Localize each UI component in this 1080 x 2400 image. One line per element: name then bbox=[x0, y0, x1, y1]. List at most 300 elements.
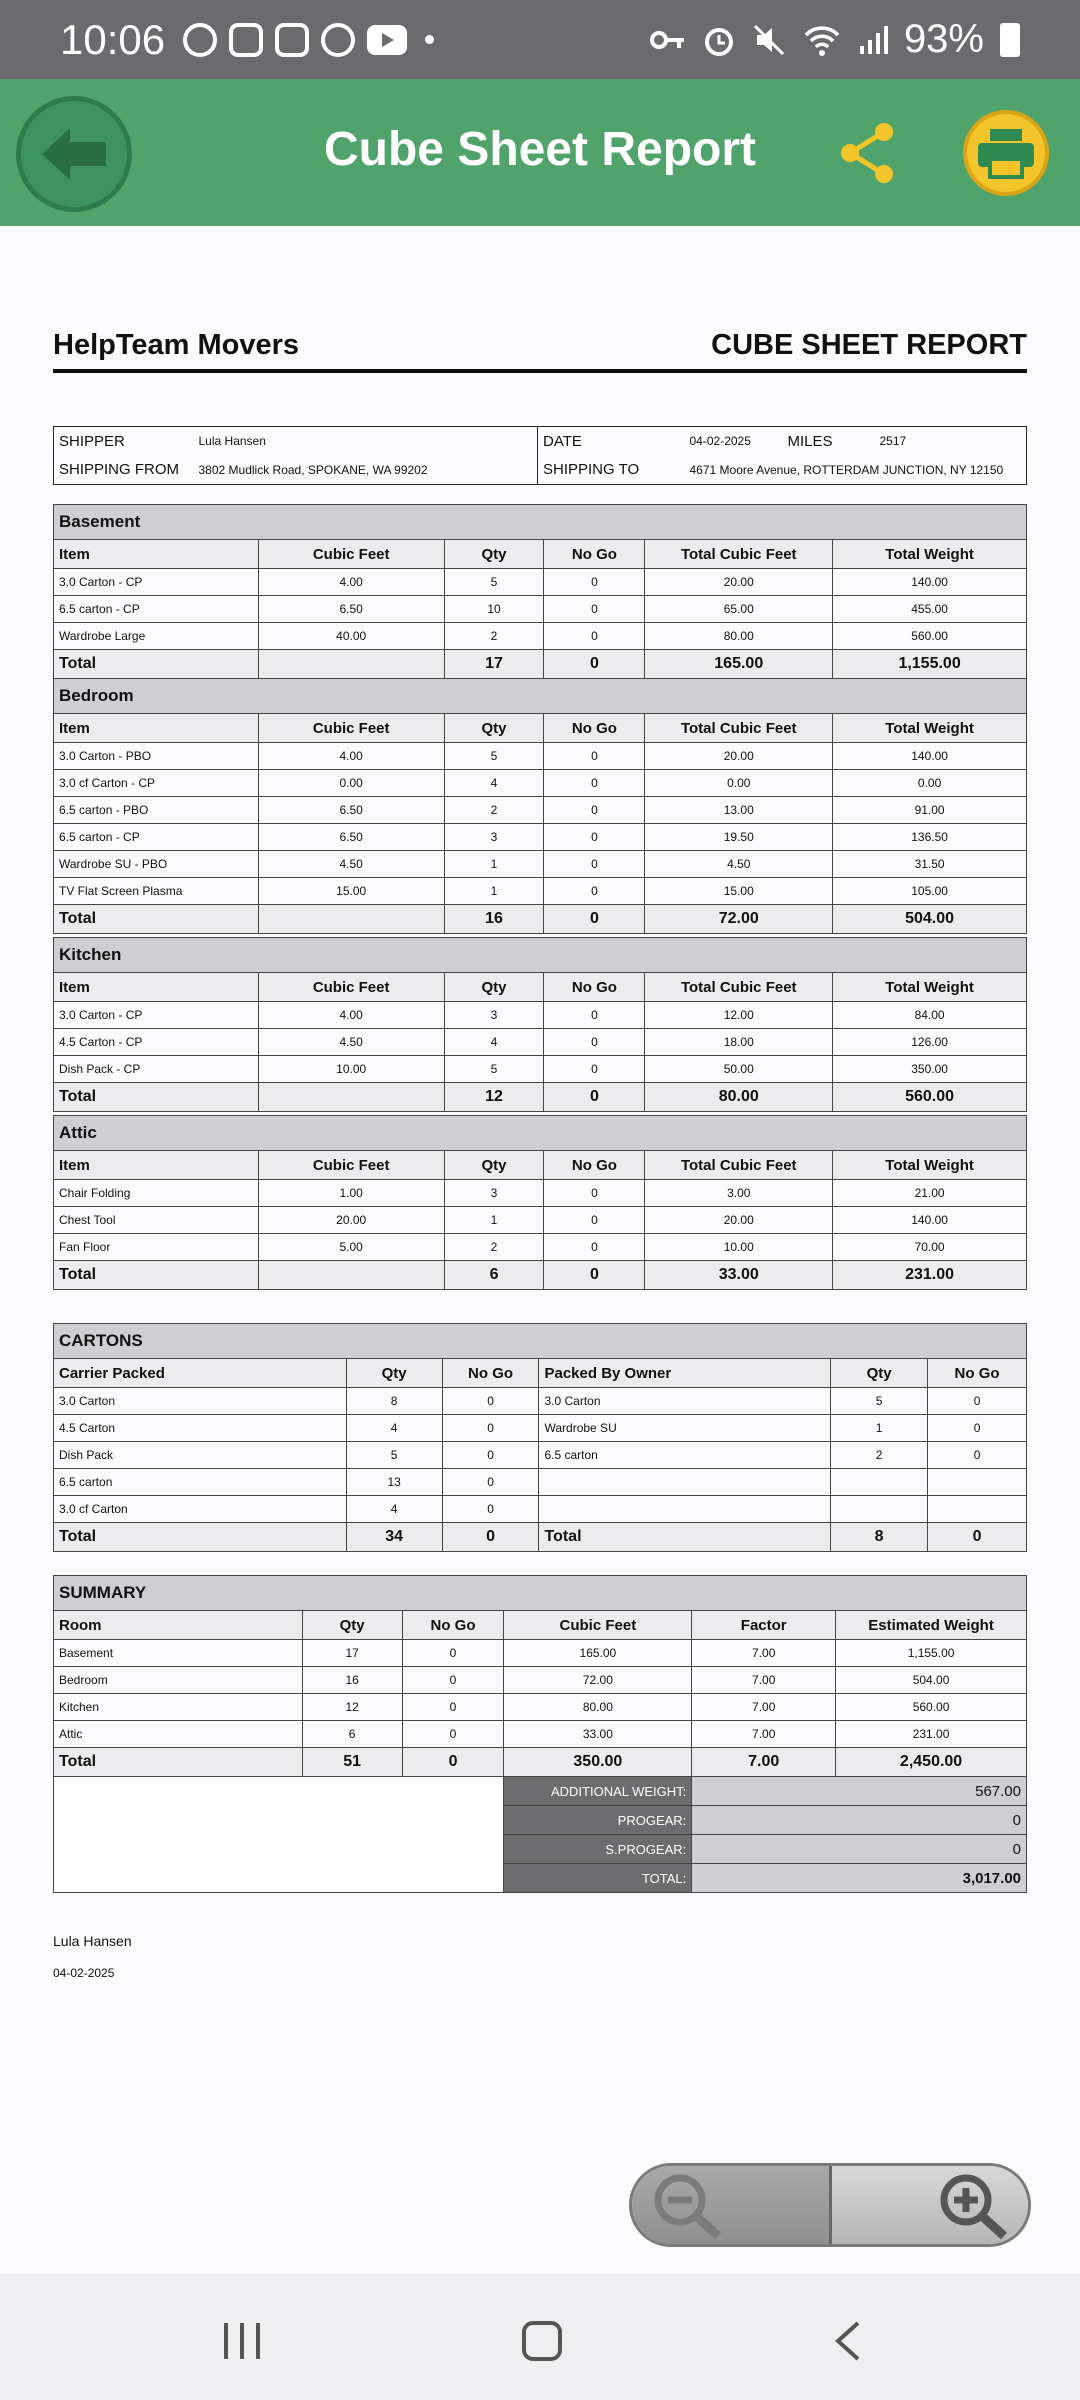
column-header: No Go bbox=[402, 1611, 504, 1640]
total-cell: 16 bbox=[444, 905, 544, 934]
total-cell: 0 bbox=[402, 1748, 504, 1777]
total-cell: 2,450.00 bbox=[836, 1748, 1027, 1777]
column-header: Item bbox=[54, 714, 259, 743]
column-header: Estimated Weight bbox=[836, 1611, 1027, 1640]
zoom-out-icon bbox=[650, 2170, 724, 2240]
table-cell bbox=[831, 1469, 928, 1496]
column-header: Qty bbox=[444, 714, 544, 743]
table-cell: 21.00 bbox=[833, 1180, 1027, 1207]
table-cell: 0.00 bbox=[833, 770, 1027, 797]
total-row bbox=[54, 905, 1027, 934]
extra-value: 0 bbox=[692, 1806, 1027, 1835]
shipping-to-value: 4671 Moore Avenue, ROTTERDAM JUNCTION, NY 12150 bbox=[689, 462, 1004, 477]
status-bar bbox=[0, 0, 1080, 79]
table-cell: 1 bbox=[444, 851, 544, 878]
room-title: Kitchen bbox=[54, 938, 1027, 973]
table-cell: 6.5 carton bbox=[539, 1442, 831, 1469]
table-cell: 4.5 Carton bbox=[54, 1415, 347, 1442]
table-cell: 10 bbox=[444, 596, 544, 623]
total-row bbox=[54, 1261, 1027, 1290]
total-cell: 560.00 bbox=[833, 1083, 1027, 1112]
page-title: Cube Sheet Report bbox=[323, 123, 757, 176]
table-cell: Kitchen bbox=[54, 1694, 303, 1721]
table-cell: 165.00 bbox=[504, 1640, 692, 1667]
table-cell: 3.0 Carton - CP bbox=[54, 1002, 259, 1029]
table-cell: 6.50 bbox=[258, 797, 444, 824]
table-cell bbox=[539, 1469, 831, 1496]
table-cell: 3.0 cf Carton bbox=[54, 1496, 347, 1523]
column-header: Qty bbox=[831, 1359, 928, 1388]
table-cell: Wardrobe SU - PBO bbox=[54, 851, 259, 878]
table-row bbox=[54, 878, 1027, 905]
column-header-row bbox=[54, 1359, 1027, 1388]
room-title: Attic bbox=[54, 1116, 1027, 1151]
table-cell: TV Flat Screen Plasma bbox=[54, 878, 259, 905]
table-cell: 1 bbox=[831, 1415, 928, 1442]
table-cell: 7.00 bbox=[692, 1640, 836, 1667]
column-header: Qty bbox=[444, 973, 544, 1002]
pinterest-icon bbox=[321, 23, 355, 57]
table-cell: 4 bbox=[444, 770, 544, 797]
table-cell: 1.00 bbox=[258, 1180, 444, 1207]
company-name: HelpTeam Movers bbox=[53, 329, 300, 361]
table-cell: 0 bbox=[442, 1469, 539, 1496]
table-cell: Wardrobe SU bbox=[539, 1415, 831, 1442]
table-cell: 3.0 Carton - CP bbox=[54, 569, 259, 596]
total-cell: 51 bbox=[302, 1748, 402, 1777]
total-cell: 72.00 bbox=[645, 905, 833, 934]
total-cell: 6 bbox=[444, 1261, 544, 1290]
table-cell: 5 bbox=[444, 569, 544, 596]
cartons-table bbox=[53, 1323, 1027, 1552]
table-cell: 6.5 carton - CP bbox=[54, 596, 259, 623]
room-table-attic bbox=[53, 1115, 1027, 1290]
signature-date: 04-02-2025 bbox=[53, 1966, 115, 1980]
shipping-from-value: 3802 Mudlick Road, SPOKANE, WA 99202 bbox=[198, 462, 428, 477]
table-cell: 80.00 bbox=[504, 1694, 692, 1721]
table-cell: 0 bbox=[442, 1496, 539, 1523]
table-cell: 0 bbox=[928, 1388, 1027, 1415]
total-cell: Total bbox=[54, 1748, 303, 1777]
total-row bbox=[54, 1083, 1027, 1112]
total-label: Total bbox=[54, 1261, 259, 1290]
table-cell: Chair Folding bbox=[54, 1180, 259, 1207]
room-title-row bbox=[54, 938, 1027, 973]
table-cell: Basement bbox=[54, 1640, 303, 1667]
total-cell: 0 bbox=[442, 1523, 539, 1552]
printer-icon bbox=[976, 127, 1036, 179]
table-cell: 0 bbox=[544, 1207, 645, 1234]
summary-extra-row bbox=[54, 1777, 1027, 1806]
table-cell: 2 bbox=[444, 1234, 544, 1261]
table-cell: 136.50 bbox=[833, 824, 1027, 851]
total-label: Total bbox=[54, 1083, 259, 1112]
shipping-from-label: SHIPPING FROM bbox=[59, 461, 180, 479]
table-cell: 18.00 bbox=[645, 1029, 833, 1056]
table-cell: 0 bbox=[928, 1442, 1027, 1469]
table-cell: 40.00 bbox=[258, 623, 444, 650]
column-header: Cubic Feet bbox=[258, 540, 444, 569]
zoom-in-icon bbox=[936, 2170, 1010, 2240]
table-row bbox=[54, 1469, 1027, 1496]
date-value: 04-02-2025 bbox=[689, 434, 751, 449]
table-cell: Bedroom bbox=[54, 1667, 303, 1694]
table-cell: 0 bbox=[544, 851, 645, 878]
table-cell: 5.00 bbox=[258, 1234, 444, 1261]
room-title-row bbox=[54, 679, 1027, 714]
column-header: Qty bbox=[302, 1611, 402, 1640]
table-cell: 0 bbox=[402, 1694, 504, 1721]
table-cell: 3.0 Carton - PBO bbox=[54, 743, 259, 770]
table-row bbox=[54, 623, 1027, 650]
table-cell: 1 bbox=[444, 878, 544, 905]
column-header: No Go bbox=[442, 1359, 539, 1388]
table-cell: 0 bbox=[544, 1234, 645, 1261]
table-row bbox=[54, 1496, 1027, 1523]
extra-label: TOTAL: bbox=[504, 1864, 692, 1893]
table-cell: 84.00 bbox=[833, 1002, 1027, 1029]
total-cell bbox=[258, 650, 444, 679]
table-row bbox=[54, 1234, 1027, 1261]
instagram-icon-2 bbox=[275, 23, 309, 57]
table-cell: 0 bbox=[544, 743, 645, 770]
total-cell: 0 bbox=[544, 1261, 645, 1290]
miles-label: MILES bbox=[787, 432, 833, 450]
column-header: Item bbox=[54, 540, 259, 569]
total-cell: 165.00 bbox=[645, 650, 833, 679]
share-icon bbox=[836, 120, 902, 186]
column-header: Total Cubic Feet bbox=[645, 973, 833, 1002]
table-cell: 350.00 bbox=[833, 1056, 1027, 1083]
table-cell: 5 bbox=[444, 743, 544, 770]
column-header: Cubic Feet bbox=[504, 1611, 692, 1640]
table-cell: 4 bbox=[346, 1415, 442, 1442]
table-cell: 65.00 bbox=[645, 596, 833, 623]
total-cell bbox=[258, 1083, 444, 1112]
table-row bbox=[54, 1029, 1027, 1056]
table-cell: 0 bbox=[544, 824, 645, 851]
table-cell: 17 bbox=[302, 1640, 402, 1667]
table-cell: Chest Tool bbox=[54, 1207, 259, 1234]
table-cell bbox=[928, 1496, 1027, 1523]
total-cell: Total bbox=[54, 1523, 347, 1552]
signal-icon bbox=[858, 24, 888, 56]
column-header: Qty bbox=[444, 1151, 544, 1180]
table-cell: 20.00 bbox=[258, 1207, 444, 1234]
table-cell: 50.00 bbox=[645, 1056, 833, 1083]
table-cell: 560.00 bbox=[836, 1694, 1027, 1721]
table-cell: 6.5 carton bbox=[54, 1469, 347, 1496]
extra-value: 567.00 bbox=[692, 1777, 1027, 1806]
recent-apps-icon[interactable] bbox=[220, 2319, 264, 2363]
total-cell: 0 bbox=[544, 650, 645, 679]
table-cell: 6 bbox=[302, 1721, 402, 1748]
column-header: Total Cubic Feet bbox=[645, 540, 833, 569]
column-header: Cubic Feet bbox=[258, 973, 444, 1002]
total-cell: 1,155.00 bbox=[833, 650, 1027, 679]
zoom-control bbox=[629, 2163, 1031, 2247]
table-cell: 3 bbox=[444, 1180, 544, 1207]
report-header bbox=[53, 329, 1027, 373]
table-cell: 0 bbox=[544, 1002, 645, 1029]
instagram-icon bbox=[229, 23, 263, 57]
column-header: Cubic Feet bbox=[258, 714, 444, 743]
table-cell: 31.50 bbox=[833, 851, 1027, 878]
table-cell: 12 bbox=[302, 1694, 402, 1721]
table-row bbox=[54, 569, 1027, 596]
table-cell: 15.00 bbox=[645, 878, 833, 905]
back-nav-icon[interactable] bbox=[826, 2319, 870, 2363]
table-row bbox=[54, 1415, 1027, 1442]
table-row bbox=[54, 1694, 1027, 1721]
table-cell: 6.50 bbox=[258, 824, 444, 851]
table-cell: 4.00 bbox=[258, 569, 444, 596]
total-cell: Total bbox=[539, 1523, 831, 1552]
table-cell: 560.00 bbox=[833, 623, 1027, 650]
column-header: Total Cubic Feet bbox=[645, 1151, 833, 1180]
table-row bbox=[54, 1667, 1027, 1694]
table-row bbox=[54, 1056, 1027, 1083]
table-cell: 0 bbox=[442, 1388, 539, 1415]
summary-title: SUMMARY bbox=[54, 1576, 1027, 1611]
table-cell: 3 bbox=[444, 1002, 544, 1029]
room-table-kitchen bbox=[53, 937, 1027, 1112]
table-cell: 504.00 bbox=[836, 1667, 1027, 1694]
cartons-title: CARTONS bbox=[54, 1324, 1027, 1359]
table-cell: Dish Pack - CP bbox=[54, 1056, 259, 1083]
table-row bbox=[54, 851, 1027, 878]
table-cell: 0 bbox=[544, 797, 645, 824]
table-cell: 20.00 bbox=[645, 1207, 833, 1234]
table-row bbox=[54, 1442, 1027, 1469]
table-cell: Attic bbox=[54, 1721, 303, 1748]
extra-label: ADDITIONAL WEIGHT: bbox=[504, 1777, 692, 1806]
table-cell: 16 bbox=[302, 1667, 402, 1694]
table-cell: 3 bbox=[444, 824, 544, 851]
table-row bbox=[54, 1640, 1027, 1667]
zoom-out-button[interactable] bbox=[632, 2166, 832, 2244]
table-cell: 5 bbox=[444, 1056, 544, 1083]
table-cell: 2 bbox=[444, 623, 544, 650]
column-header: Room bbox=[54, 1611, 303, 1640]
table-cell: 0.00 bbox=[645, 770, 833, 797]
table-cell bbox=[539, 1496, 831, 1523]
cartons-title-row bbox=[54, 1324, 1027, 1359]
table-cell: 0 bbox=[544, 569, 645, 596]
table-cell: 10.00 bbox=[258, 1056, 444, 1083]
total-cell bbox=[258, 905, 444, 934]
column-header: Total Weight bbox=[833, 973, 1027, 1002]
column-header: Total Cubic Feet bbox=[645, 714, 833, 743]
table-row bbox=[54, 770, 1027, 797]
total-cell: 34 bbox=[346, 1523, 442, 1552]
table-cell: 91.00 bbox=[833, 797, 1027, 824]
column-header: Carrier Packed bbox=[54, 1359, 347, 1388]
table-cell: 15.00 bbox=[258, 878, 444, 905]
column-header-row bbox=[54, 1151, 1027, 1180]
table-cell: 0 bbox=[928, 1415, 1027, 1442]
print-button[interactable] bbox=[963, 110, 1049, 196]
extra-label: S.PROGEAR: bbox=[504, 1835, 692, 1864]
zoom-in-button[interactable] bbox=[832, 2166, 1029, 2244]
table-cell: 140.00 bbox=[833, 569, 1027, 596]
date-label: DATE bbox=[538, 427, 685, 456]
table-cell: 0 bbox=[402, 1721, 504, 1748]
total-cell: 0 bbox=[928, 1523, 1027, 1552]
table-cell: Fan Floor bbox=[54, 1234, 259, 1261]
table-cell: 2 bbox=[831, 1442, 928, 1469]
table-cell: 0.00 bbox=[258, 770, 444, 797]
summary-title-row bbox=[54, 1576, 1027, 1611]
table-cell: 70.00 bbox=[833, 1234, 1027, 1261]
total-cell: 504.00 bbox=[833, 905, 1027, 934]
column-header: Cubic Feet bbox=[258, 1151, 444, 1180]
extra-value: 3,017.00 bbox=[692, 1864, 1027, 1893]
table-cell: 6.50 bbox=[258, 596, 444, 623]
table-cell: 7.00 bbox=[692, 1667, 836, 1694]
table-cell: 0 bbox=[402, 1667, 504, 1694]
summary-table bbox=[53, 1575, 1027, 1893]
table-cell: 3.0 Carton bbox=[54, 1388, 347, 1415]
table-cell: 0 bbox=[402, 1640, 504, 1667]
signature-name: Lula Hansen bbox=[53, 1933, 132, 1949]
battery-level: 93% bbox=[903, 17, 984, 61]
wifi-icon bbox=[802, 23, 842, 57]
shipping-to-label: SHIPPING TO bbox=[538, 456, 685, 485]
table-cell: 126.00 bbox=[833, 1029, 1027, 1056]
table-cell: 1 bbox=[444, 1207, 544, 1234]
table-cell: 80.00 bbox=[645, 623, 833, 650]
column-header-row bbox=[54, 973, 1027, 1002]
total-cell bbox=[258, 1261, 444, 1290]
table-cell: 140.00 bbox=[833, 743, 1027, 770]
extra-label: PROGEAR: bbox=[504, 1806, 692, 1835]
table-cell: 4.50 bbox=[258, 851, 444, 878]
shipper-value: Lula Hansen bbox=[198, 434, 266, 449]
miles-value: 2517 bbox=[879, 434, 907, 449]
column-header: No Go bbox=[544, 540, 645, 569]
more-notifications-icon bbox=[425, 35, 434, 44]
room-table-basement bbox=[53, 504, 1027, 679]
table-row bbox=[54, 1207, 1027, 1234]
total-cell: 0 bbox=[544, 1083, 645, 1112]
table-cell bbox=[928, 1469, 1027, 1496]
total-cell: 231.00 bbox=[833, 1261, 1027, 1290]
table-cell: 6.5 carton - PBO bbox=[54, 797, 259, 824]
column-header: No Go bbox=[928, 1359, 1027, 1388]
table-cell: 231.00 bbox=[836, 1721, 1027, 1748]
home-icon[interactable] bbox=[520, 2319, 564, 2363]
column-header: Qty bbox=[444, 540, 544, 569]
column-header-row bbox=[54, 714, 1027, 743]
total-cell: 7.00 bbox=[692, 1748, 836, 1777]
column-header: Total Weight bbox=[833, 540, 1027, 569]
table-cell: 1,155.00 bbox=[836, 1640, 1027, 1667]
table-cell: 3.0 cf Carton - CP bbox=[54, 770, 259, 797]
table-cell: 4 bbox=[346, 1496, 442, 1523]
column-header: Item bbox=[54, 1151, 259, 1180]
table-cell: 6.5 carton - CP bbox=[54, 824, 259, 851]
table-cell: 13.00 bbox=[645, 797, 833, 824]
table-cell: 4.50 bbox=[645, 851, 833, 878]
table-cell: 0 bbox=[544, 1056, 645, 1083]
table-cell: 140.00 bbox=[833, 1207, 1027, 1234]
total-row bbox=[54, 650, 1027, 679]
table-cell: 0 bbox=[544, 1180, 645, 1207]
table-row bbox=[54, 1180, 1027, 1207]
table-cell: 7.00 bbox=[692, 1721, 836, 1748]
table-row bbox=[54, 1002, 1027, 1029]
room-table-bedroom bbox=[53, 678, 1027, 934]
blank-area bbox=[54, 1777, 504, 1893]
column-header: No Go bbox=[544, 714, 645, 743]
room-title: Bedroom bbox=[54, 679, 1027, 714]
table-row bbox=[54, 743, 1027, 770]
total-row bbox=[54, 1748, 1027, 1777]
youtube-icon bbox=[367, 25, 407, 55]
column-header: No Go bbox=[544, 973, 645, 1002]
table-cell: 4.50 bbox=[258, 1029, 444, 1056]
table-cell: 0 bbox=[544, 1029, 645, 1056]
table-cell: 8 bbox=[346, 1388, 442, 1415]
total-label: Total bbox=[54, 650, 259, 679]
column-header: No Go bbox=[544, 1151, 645, 1180]
column-header: Item bbox=[54, 973, 259, 1002]
table-cell: 2 bbox=[444, 797, 544, 824]
report-title: CUBE SHEET REPORT bbox=[711, 329, 1027, 361]
table-cell: 12.00 bbox=[645, 1002, 833, 1029]
table-cell: Wardrobe Large bbox=[54, 623, 259, 650]
table-cell: Dish Pack bbox=[54, 1442, 347, 1469]
table-cell: 72.00 bbox=[504, 1667, 692, 1694]
table-row bbox=[54, 797, 1027, 824]
table-cell: 0 bbox=[544, 623, 645, 650]
total-cell: 0 bbox=[544, 905, 645, 934]
table-cell: 10.00 bbox=[645, 1234, 833, 1261]
table-cell: 0 bbox=[442, 1442, 539, 1469]
table-cell: 19.50 bbox=[645, 824, 833, 851]
column-header-row bbox=[54, 540, 1027, 569]
table-cell: 20.00 bbox=[645, 743, 833, 770]
table-row bbox=[54, 1388, 1027, 1415]
table-cell: 33.00 bbox=[504, 1721, 692, 1748]
table-cell: 105.00 bbox=[833, 878, 1027, 905]
column-header: Total Weight bbox=[833, 1151, 1027, 1180]
total-cell: 80.00 bbox=[645, 1083, 833, 1112]
app-bar bbox=[0, 79, 1080, 226]
share-button[interactable] bbox=[836, 120, 902, 186]
room-title: Basement bbox=[54, 505, 1027, 540]
table-cell: 4.00 bbox=[258, 743, 444, 770]
table-cell bbox=[831, 1496, 928, 1523]
total-row bbox=[54, 1523, 1027, 1552]
extra-value: 0 bbox=[692, 1835, 1027, 1864]
shipment-info bbox=[53, 426, 1027, 485]
table-cell: 5 bbox=[346, 1442, 442, 1469]
table-cell: 0 bbox=[544, 878, 645, 905]
table-cell: 0 bbox=[544, 770, 645, 797]
whatsapp-icon bbox=[183, 23, 217, 57]
shipper-label: SHIPPER bbox=[59, 432, 125, 450]
table-cell: 4.5 Carton - CP bbox=[54, 1029, 259, 1056]
table-cell: 0 bbox=[544, 596, 645, 623]
room-title-row bbox=[54, 505, 1027, 540]
battery-icon bbox=[1000, 23, 1020, 57]
table-cell: 20.00 bbox=[645, 569, 833, 596]
column-header-row bbox=[54, 1611, 1027, 1640]
table-cell: 0 bbox=[442, 1415, 539, 1442]
column-header: Total Weight bbox=[833, 714, 1027, 743]
